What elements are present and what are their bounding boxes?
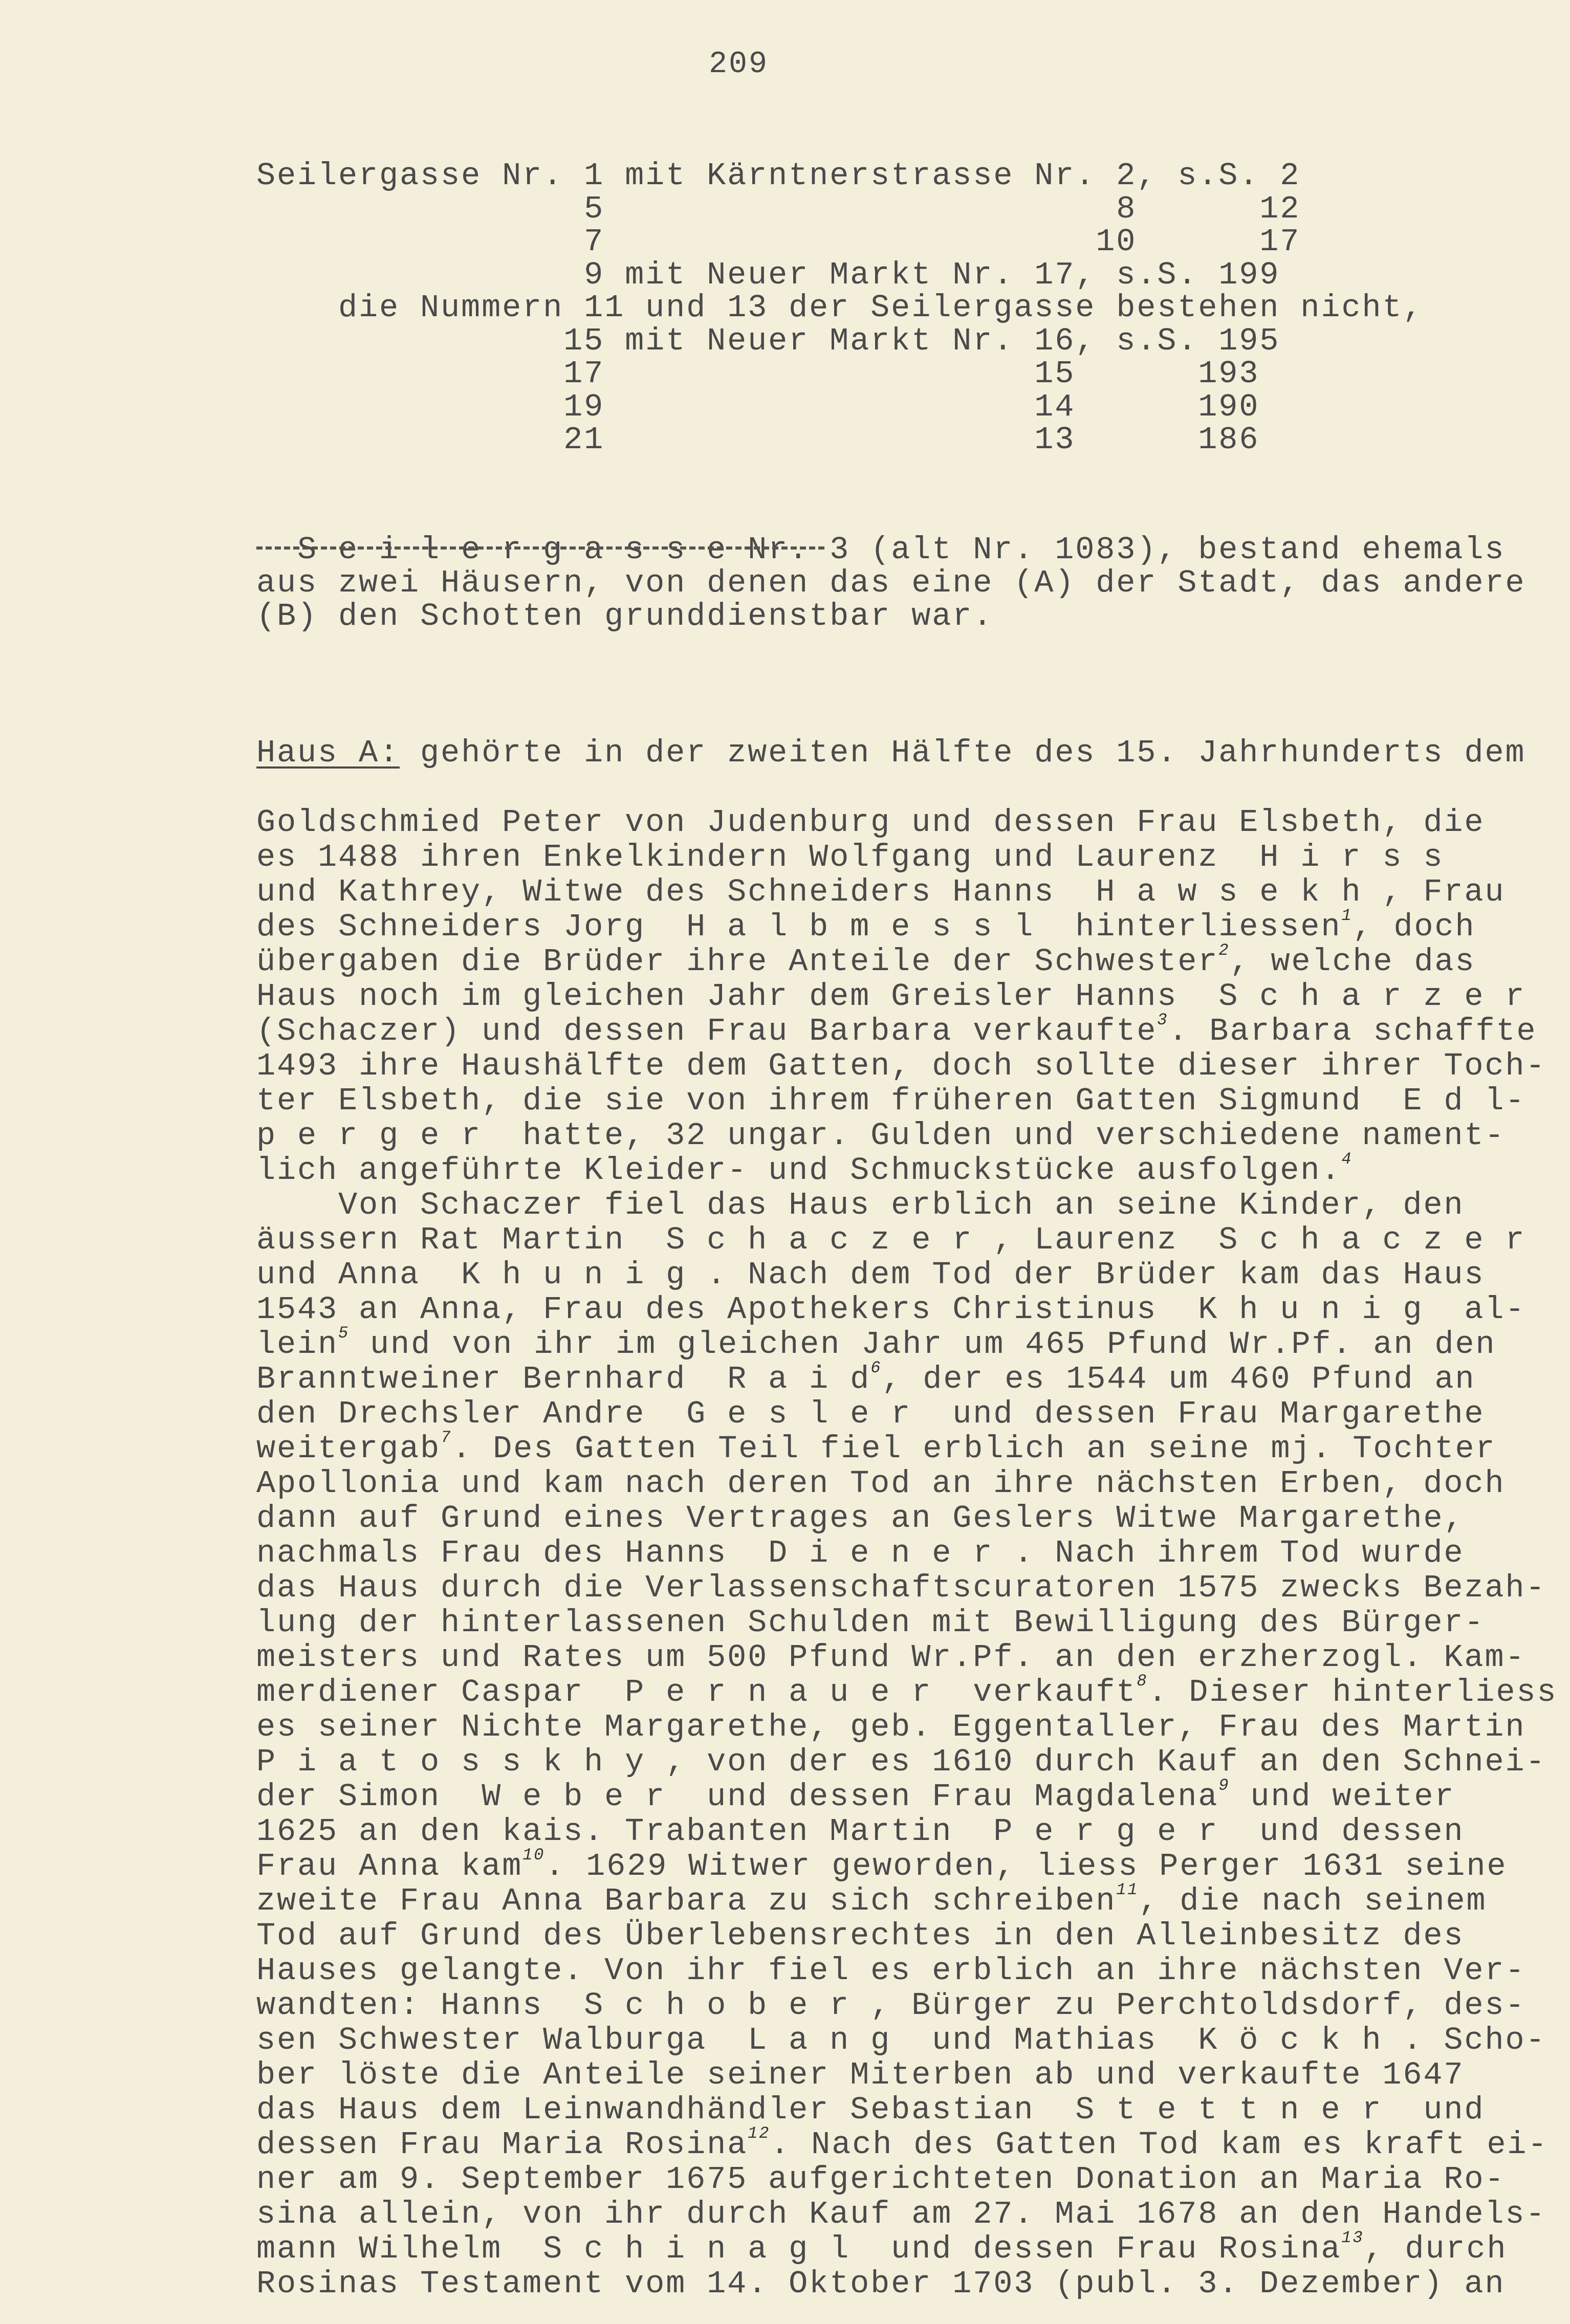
footnote-marker: 13 — [1341, 2228, 1364, 2247]
body-line: meisters und Rates um 500 Pfund Wr.Pf. an den erzherzogl. Kam- — [256, 1639, 1526, 1676]
body-line: Rosinas Testament vom 14. Oktober 1703 (publ. 3. Dezember) an — [256, 2266, 1506, 2302]
body-line: P i a t o s s k h y , von der es 1610 durch Kauf an den Schnei- — [256, 1744, 1546, 1780]
body-line: merdiener Caspar P e r n a u e r verkauft$^8$. Dieser hinterliess — [256, 1672, 1558, 1711]
table-row: Seilergasse Nr. 1 mit Kärntnerstrasse Nr. 2, s.S. 2 — [256, 158, 1301, 194]
body-line: Goldschmied Peter von Judenburg und dessen Frau Elsbeth, die — [256, 804, 1485, 841]
body-line: 1493 ihre Haushälfte dem Gatten, doch sollte dieser ihrer Toch- — [256, 1048, 1546, 1084]
body-line: sina allein, von ihr durch Kauf am 27. Mai 1678 an den Handels- — [256, 2196, 1546, 2232]
body-line: das Haus durch die Verlassenschaftscuratoren 1575 zwecks Bezah- — [256, 1570, 1546, 1606]
table-row: 9 mit Neuer Markt Nr. 17, s.S. 199 — [256, 256, 1280, 293]
body-line: 1543 an Anna, Frau des Apothekers Christinus K h u n i g al- — [256, 1291, 1526, 1328]
body-line: Haus noch im gleichen Jahr dem Greisler Hanns S c h a r z e r — [256, 978, 1526, 1015]
footnote-marker: 9 — [1218, 1776, 1230, 1795]
heading-dashed-underline — [256, 546, 824, 550]
section-heading — [256, 500, 1505, 566]
body-line: dessen Frau Maria Rosina$^{12}$. Nach des Gatten Tod kam es kraft ei- — [256, 2124, 1549, 2163]
body-line: ner am 9. September 1675 aufgerichteten Donation an Maria Ro- — [256, 2161, 1506, 2198]
table-row: 21 13 186 — [256, 422, 1260, 458]
footnote-marker: 3 — [1157, 1011, 1169, 1029]
footnote-marker: 6 — [870, 1358, 882, 1377]
body-line: äussern Rat Martin S c h a c z e r , Laurenz S c h a c z e r — [256, 1222, 1526, 1258]
body-line: den Drechsler Andre G e s l e r und dessen Frau Margarethe — [256, 1396, 1485, 1432]
body-line: p e r g e r hatte, 32 ungar. Gulden und verschiedene nament- — [256, 1117, 1506, 1154]
body-line: der Simon W e b e r und dessen Frau Magdalena$^9$ und weiter — [256, 1776, 1455, 1815]
heading-rest: Nr. 3 (alt Nr. 1083), bestand ehemals — [727, 531, 1506, 568]
body-line: sen Schwester Walburga L a n g und Mathias K ö c k h . Scho- — [256, 2022, 1546, 2058]
body-line: 1625 an den kais. Trabanten Martin P e r g e r und dessen — [256, 1813, 1465, 1850]
body-line: und Anna K h u n i g . Nach dem Tod der Brüder kam das Haus — [256, 1257, 1485, 1293]
body-line: es seiner Nichte Margarethe, geb. Eggentaller, Frau des Martin — [256, 1709, 1526, 1745]
body-line: Apollonia und kam nach deren Tod an ihre nächsten Erben, doch — [256, 1465, 1506, 1502]
footnote-marker: 11 — [1116, 1880, 1139, 1899]
page-number: 209 — [709, 47, 769, 82]
body-line: lung der hinterlassenen Schulden mit Bewilligung des Bürger- — [256, 1605, 1485, 1641]
intro-line: (B) den Schotten grunddienstbar war. — [256, 598, 994, 634]
body-line: Branntweiner Bernhard R a i $d^6$, der es 1544 um 460 Pfund an — [256, 1358, 1476, 1397]
table-row: 5 8 12 — [256, 190, 1301, 227]
table-row: 15 mit Neuer Markt Nr. 16, s.S. 195 — [256, 322, 1280, 359]
body-line: zweite Frau Anna Barbara zu sich schreiben$^{11}$, die nach seinem — [256, 1880, 1487, 1919]
haus-a-label: Haus A: — [256, 735, 400, 771]
body-line-text: gehörte in der zweiten Hälfte des 15. Jahrhunderts dem — [400, 735, 1526, 771]
intro-paragraph — [256, 567, 1525, 633]
body-line: (Schaczer) und dessen Frau Barbara verkaufte$^3$. Barbara schaffte — [256, 1011, 1537, 1049]
body-text — [256, 666, 1557, 2301]
footnote-marker: 2 — [1218, 941, 1230, 960]
footnote-marker: 4 — [1341, 1150, 1353, 1169]
street-name-spaced: S e i l e r g a s s e — [297, 531, 728, 568]
body-line: ber löste die Anteile seiner Miterben ab und verkaufte 1647 — [256, 2057, 1465, 2093]
body-line: das Haus dem Leinwandhändler Sebastian S t e t t n e r und — [256, 2092, 1485, 2128]
footnote-marker: 10 — [522, 1846, 546, 1865]
body-line: lein$^5$ und von ihr im gleichen Jahr um 465 Pfund Wr.Pf. an den — [256, 1324, 1496, 1363]
body-line: übergaben die Brüder ihre Anteile der Schwester$^2$, welche das — [256, 941, 1476, 980]
body-line: des Schneiders Jorg H a l b m e s s l hinterliessen$^1$, doch — [256, 906, 1476, 945]
body-line: Von Schaczer fiel das Haus erblich an seine Kinder, den — [256, 1187, 1465, 1223]
body-line: Tod auf Grund des Überlebensrechtes in den Alleinbesitz des — [256, 1918, 1465, 1954]
table-row: 17 15 193 — [256, 356, 1260, 392]
body-line: wandten: Hanns S c h o b e r , Bürger zu Perchtoldsdorf, des- — [256, 1987, 1526, 2024]
body-line: Hauses gelangte. Von ihr fiel es erblich an ihre nächsten Ver- — [256, 1953, 1526, 1989]
footnote-marker: 5 — [338, 1324, 350, 1343]
body-line: lich angeführte Kleider- und Schmuckstücke ausfolgen.$^4$ — [256, 1150, 1353, 1189]
body-line — [256, 736, 1557, 771]
body-line: mann Wilhelm S c h i n a g l und dessen Frau Rosina$^{13}$, durch — [256, 2228, 1508, 2267]
body-line: und Kathrey, Witwe des Schneiders Hanns H a w s e k h , Frau — [256, 874, 1506, 910]
footnote-marker: 8 — [1137, 1672, 1148, 1691]
footnote-marker: 12 — [748, 2124, 771, 2143]
body-line: nachmals Frau des Hanns D i e n e r . Nach ihrem Tod wurde — [256, 1535, 1465, 1571]
table-row: die Nummern 11 und 13 der Seilergasse bestehen nicht, — [256, 290, 1424, 326]
table-row: 7 10 17 — [256, 224, 1301, 260]
body-line: Frau Anna kam$^{10}$. 1629 Witwer geworden, liess Perger 1631 seine — [256, 1846, 1508, 1884]
body-line: weitergab$^7$. Des Gatten Teil fiel erblich an seine mj. Tochter — [256, 1428, 1496, 1467]
body-line: dann auf Grund eines Vertrages an Geslers Witwe Margarethe, — [256, 1500, 1465, 1537]
table-row: 19 14 190 — [256, 388, 1260, 425]
footnote-marker: 1 — [1341, 906, 1353, 925]
body-line: ter Elsbeth, die sie von ihrem früheren Gatten Sigmund E d l- — [256, 1083, 1526, 1119]
address-concordance-table — [256, 160, 1423, 457]
footnote-marker: 7 — [441, 1428, 452, 1447]
intro-line: aus zwei Häusern, von denen das eine (A) der Stadt, das andere — [256, 565, 1526, 601]
body-line: es 1488 ihren Enkelkindern Wolfgang und Laurenz H i r s s — [256, 839, 1444, 875]
